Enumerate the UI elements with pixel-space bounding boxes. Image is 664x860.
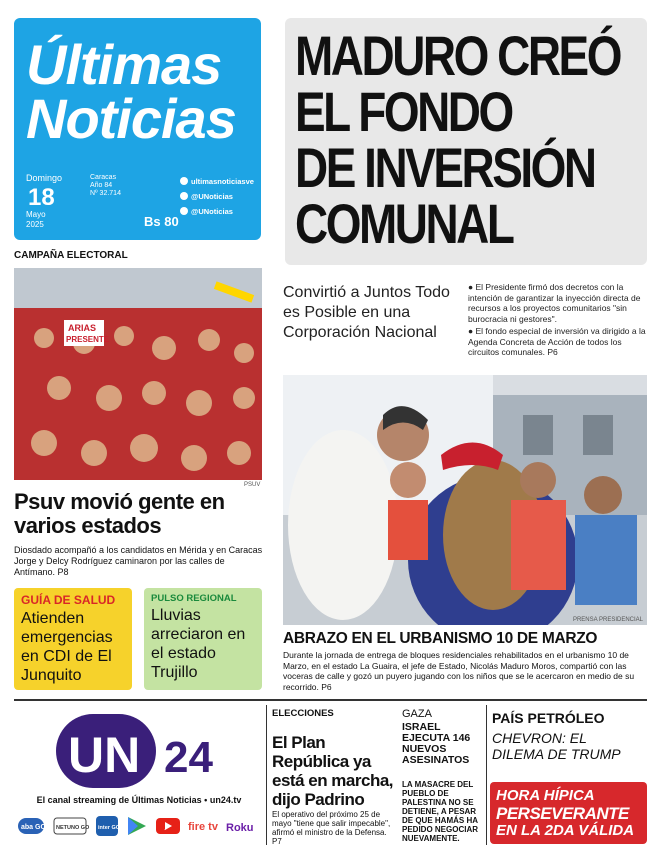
bullet-1: ● El Presidente firmó dos decretos con la intención de garantizar la inyección directa de recursos a los proyectos comunitarios "sin burocracia ni gestores". xyxy=(468,282,641,324)
app-inter-go[interactable]: inter GO xyxy=(98,825,121,831)
price: Bs 80 xyxy=(144,214,179,229)
main-photo xyxy=(283,375,647,625)
elecciones-text: El operativo del próximo 25 de mayo "tiene que salir impecable", afirmó el ministro de la Defensa. P7 xyxy=(272,810,391,846)
main-photo-credit: PRENSA PRESIDENCIAL xyxy=(572,617,643,623)
masthead xyxy=(14,18,261,248)
elecciones-label: ELECCIONES xyxy=(272,708,334,719)
hora-line1: HORA HÍPICA xyxy=(496,787,595,804)
headline-line3: DE INVERSIÓN xyxy=(295,136,595,199)
elecciones-headline[interactable]: El Plan República ya está en marcha, dijo Padrino xyxy=(272,733,394,809)
app-roku[interactable]: Roku xyxy=(226,822,254,834)
un24-tagline: El canal streaming de Últimas Noticias • un24.tv xyxy=(36,795,242,805)
photo-headline: ABRAZO EN EL URBANISMO 10 DE MARZO xyxy=(283,630,598,647)
campaign-photo-credit: PSUV xyxy=(244,482,261,488)
gaza-headline[interactable]: ISRAEL EJECUTA 146 NUEVOS ASESINATOS xyxy=(402,721,471,766)
gaza-text: LA MASACRE DEL PUEBLO DE PALESTINA NO SE DETIENE, A PESAR DE QUE HAMÁS HA PEDIDO NEGOCIAR NUEVAMENTE. xyxy=(402,780,479,843)
campaign-headline: Psuv movió gente en varios estados xyxy=(14,489,225,538)
pulso-box[interactable] xyxy=(144,588,262,690)
pulso-text: Lluvias arreciaron en el estado Trujillo xyxy=(151,607,246,681)
social-facebook[interactable]: ultimasnoticiasve xyxy=(191,177,254,186)
un24-logo-un: UN xyxy=(68,727,141,783)
logo-line2: Noticias xyxy=(26,87,236,150)
instagram-icon xyxy=(180,207,188,215)
app-netuno-go[interactable]: NETUNO GO xyxy=(56,825,90,831)
salud-text: Atienden emergencias en CDI de El Junquito xyxy=(21,610,113,684)
day-name: Domingo xyxy=(26,173,63,183)
sign-text-2: PRESENTE xyxy=(66,335,110,344)
edition-year: Año 84 xyxy=(90,182,113,189)
streaming-apps-icons xyxy=(14,814,264,838)
website-link[interactable]: www.ultimasnoticias.com.ve xyxy=(94,239,203,248)
facebook-icon xyxy=(180,177,188,185)
salud-box[interactable] xyxy=(14,588,132,690)
headline-line4: COMUNAL xyxy=(295,192,513,255)
social-instagram[interactable]: @UNoticias xyxy=(191,207,233,216)
section-label-campaign: CAMPAÑA ELECTORAL xyxy=(14,250,128,261)
edition-info xyxy=(90,174,121,198)
logo-line1: Últimas xyxy=(26,33,222,96)
app-aba-go[interactable]: aba GO xyxy=(21,824,46,831)
divider-horizontal xyxy=(14,699,647,701)
month: Mayo xyxy=(26,210,46,219)
main-headline xyxy=(295,24,620,255)
divider-vertical-1 xyxy=(266,705,267,845)
year: 2025 xyxy=(26,220,44,229)
day-number: 18 xyxy=(28,184,55,211)
main-bullets xyxy=(468,282,646,360)
salud-label: GUÍA DE SALUD xyxy=(21,593,116,607)
app-youtube[interactable]: ▶ xyxy=(164,830,165,831)
un24-logo-24: 24 xyxy=(164,733,213,782)
main-photo-illustration xyxy=(283,375,647,625)
hora-line2: PERSEVERANTE xyxy=(496,804,629,823)
headline-line2: EL FONDO xyxy=(295,80,512,143)
gaza-label: GAZA xyxy=(402,708,432,720)
bullet-2: ● El fondo especial de inversión va dirigido a la Agenda Concreta de Acción de todos los circuitos comunales. P6 xyxy=(468,326,646,357)
main-subhead: Convirtió a Juntos Todo es Posible en una Corporación Nacional xyxy=(283,284,450,341)
campaign-photo-illustration xyxy=(14,268,262,480)
photo-caption: Durante la jornada de entrega de bloques residenciales rehabilitados en el urbanismo 10 de Marzo, en el estado La Guaira, el jefe de Estado, Nicolás Maduro Moros, compartió con las voceras de calle y gozó un puyero jugando con los niños que se le acercaron en medio de su recorrido. P6 xyxy=(283,650,635,692)
pulso-label: PULSO REGIONAL xyxy=(151,593,237,604)
social-links xyxy=(180,174,254,219)
headline-line1: MADURO CREÓ xyxy=(295,24,620,87)
sign-text-1: ARIAS xyxy=(68,323,97,333)
un24-logo[interactable] xyxy=(56,712,226,792)
city: Caracas xyxy=(90,174,117,181)
pais-headline[interactable]: CHEVRON: EL DILEMA DE TRUMP xyxy=(492,730,621,762)
campaign-text: Diosdado acompañó a los candidatos en Mérida y en Caracas Jorge y Delcy Rodríguez caminaron por las calles de Antímano. P8 xyxy=(14,545,263,577)
hora-line3: EN LA 2DA VÁLIDA xyxy=(496,822,635,839)
app-fire-tv[interactable]: fire tv xyxy=(188,821,218,833)
month-year xyxy=(26,210,46,230)
main-headline-box xyxy=(285,18,647,265)
streaming-apps xyxy=(14,814,264,838)
x-icon xyxy=(180,192,188,200)
hora-hipica-box[interactable] xyxy=(490,782,647,844)
social-x[interactable]: @UNoticias xyxy=(191,192,233,201)
pais-label: PAÍS PETRÓLEO xyxy=(492,710,605,726)
campaign-photo xyxy=(14,268,262,480)
un24-logo-graphic xyxy=(56,712,226,792)
edition-number: Nº 32.714 xyxy=(90,190,121,197)
